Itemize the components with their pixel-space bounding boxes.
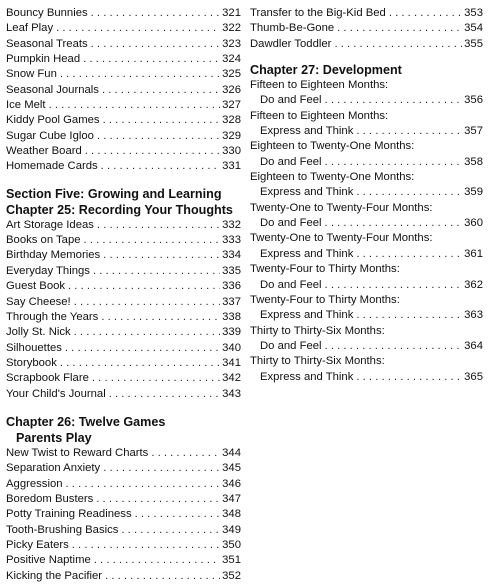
dot-leader [96, 492, 220, 507]
toc-entry-page-number: 335 [222, 264, 241, 277]
toc-entry-title: Thumb-Be-Gone [250, 22, 335, 35]
toc-entry[interactable] [6, 67, 241, 82]
toc-entry-page-number: 337 [222, 295, 241, 308]
toc-entry-page-number: 333 [222, 234, 241, 247]
age-range-heading: Thirty to Thirty-Six Months: [250, 324, 385, 337]
age-range-heading: Thirty to Thirty-Six Months: [250, 355, 385, 368]
toc-entry-page-number: 342 [222, 372, 241, 385]
dot-leader [101, 310, 220, 325]
age-range-heading: Twenty-Four to Thirty Months: [250, 263, 400, 276]
toc-entry-title: Sugar Cube Igloo [6, 129, 94, 142]
dot-leader [91, 37, 221, 52]
toc-entry[interactable] [6, 98, 241, 113]
toc-entry-title: Dawdler Toddler [250, 37, 332, 50]
dot-leader [325, 278, 463, 293]
toc-entry-page-number: 330 [222, 145, 241, 158]
toc-entry-title: Storybook [6, 356, 57, 369]
toc-entry-title: Homemade Cards [6, 160, 98, 173]
toc-entry-title: Snow Fun [6, 68, 57, 81]
toc-entry-page-number: 344 [222, 446, 241, 459]
toc-entry-page-number: 353 [464, 7, 483, 19]
toc-entry[interactable] [6, 218, 241, 233]
toc-entry[interactable] [6, 21, 241, 36]
toc-entry-page-number: 355 [464, 37, 483, 50]
toc-entry[interactable] [6, 113, 241, 128]
toc-entry-page-number: 324 [222, 53, 241, 66]
toc-entry-page-number: 350 [222, 538, 241, 551]
toc-entry-page-number: 334 [222, 249, 241, 262]
dot-leader [334, 37, 462, 52]
toc-entry-page-number: 361 [464, 247, 483, 260]
dot-leader [97, 218, 220, 233]
dot-leader [325, 216, 463, 231]
toc-entry-title: Boredom Busters [6, 492, 94, 505]
toc-entry[interactable] [6, 341, 241, 356]
chapter-25-list [6, 218, 241, 402]
dot-leader [92, 371, 220, 386]
age-range-heading: Eighteen to Twenty-One Months: [250, 140, 415, 153]
toc-entry-title: Weather Board [6, 145, 82, 158]
dot-leader [84, 233, 221, 248]
dot-leader [60, 67, 220, 82]
toc-entry-title: Bouncy Bunnies [6, 7, 88, 19]
toc-entry-title: Say Cheese! [6, 295, 71, 308]
toc-right-column [250, 6, 483, 385]
toc-entry-page-number: 332 [222, 218, 241, 231]
dot-leader [356, 185, 462, 200]
dot-leader [121, 523, 220, 538]
toc-entry[interactable] [6, 356, 241, 371]
dot-leader [135, 507, 221, 522]
toc-entry-title: Express and Think [260, 247, 354, 260]
toc-entry-page-number: 360 [464, 217, 483, 230]
dot-leader [356, 124, 462, 139]
toc-entry-page-number: 340 [222, 341, 241, 354]
toc-entry[interactable] [6, 52, 241, 67]
toc-entry-title: Scrapbook Flare [6, 372, 89, 385]
dot-leader [94, 553, 220, 568]
toc-entry-title: Leaf Play [6, 22, 54, 35]
toc-list-continued-right [250, 6, 483, 52]
toc-entry[interactable] [250, 93, 483, 108]
toc-entry[interactable] [250, 216, 483, 231]
toc-entry[interactable] [250, 278, 483, 293]
dot-leader [91, 6, 220, 21]
toc-entry-title: Express and Think [260, 186, 354, 199]
toc-entry[interactable] [6, 248, 241, 263]
toc-entry[interactable] [6, 492, 241, 507]
toc-entry-page-number: 359 [464, 186, 483, 199]
toc-entry-title: Through the Years [6, 310, 99, 323]
toc-entry-page-number: 331 [222, 160, 241, 173]
toc-entry-page-number: 326 [222, 83, 241, 96]
toc-entry-page-number: 336 [222, 280, 241, 293]
toc-entry-title: Ice Melt [6, 99, 46, 112]
toc-entry[interactable] [6, 387, 241, 402]
age-range-heading: Twenty-Four to Thirty Months: [250, 293, 400, 306]
dot-leader [105, 569, 220, 584]
toc-entry-page-number: 351 [222, 554, 241, 567]
dot-leader [151, 446, 220, 461]
toc-entry-page-number: 341 [222, 356, 241, 369]
toc-entry[interactable] [6, 446, 241, 461]
toc-entry[interactable] [6, 83, 241, 98]
toc-entry[interactable] [6, 325, 241, 340]
toc-entry-title: Your Child's Journal [6, 387, 106, 400]
toc-entry[interactable] [250, 21, 483, 36]
toc-entry[interactable] [6, 523, 241, 538]
dot-leader [325, 339, 463, 354]
toc-entry[interactable] [250, 6, 483, 21]
chapter-27-title: Chapter 27: Development [250, 63, 402, 78]
toc-entry-title: Do and Feel [260, 217, 322, 230]
dot-leader [389, 6, 462, 21]
toc-entry-page-number: 356 [464, 94, 483, 107]
toc-entry[interactable] [250, 308, 483, 323]
toc-entry[interactable] [250, 155, 483, 170]
dot-leader [60, 356, 220, 371]
dot-leader [109, 387, 220, 402]
toc-entry-title: Express and Think [260, 125, 354, 138]
toc-entry-page-number: 347 [222, 492, 241, 505]
toc-entry-title: Positive Naptime [6, 554, 91, 567]
toc-left-column [6, 6, 241, 584]
dot-leader [356, 370, 462, 385]
toc-entry-page-number: 352 [222, 569, 241, 582]
chapter-27-list [250, 78, 483, 385]
toc-entry-title: Pumpkin Head [6, 53, 81, 66]
toc-entry[interactable] [6, 233, 241, 248]
age-range-heading: Twenty-One to Twenty-Four Months: [250, 232, 433, 245]
toc-entry-title: Kiddy Pool Games [6, 114, 100, 127]
toc-entry-title: Seasonal Treats [6, 37, 88, 50]
toc-list-continued [6, 6, 241, 175]
toc-entry[interactable] [6, 371, 241, 386]
toc-entry[interactable] [6, 553, 241, 568]
toc-entry-page-number: 363 [464, 309, 483, 322]
age-range-heading: Fifteen to Eighteen Months: [250, 109, 389, 122]
dot-leader [101, 159, 220, 174]
toc-entry[interactable] [6, 310, 241, 325]
toc-entry[interactable] [6, 477, 241, 492]
toc-entry-title: Do and Feel [260, 155, 322, 168]
toc-entry-page-number: 339 [222, 326, 241, 339]
dot-leader [74, 325, 220, 340]
toc-entry-page-number: 349 [222, 523, 241, 536]
toc-entry-page-number: 343 [222, 387, 241, 400]
toc-entry-title: Express and Think [260, 309, 354, 322]
dot-leader [103, 461, 220, 476]
toc-entry-page-number: 362 [464, 278, 483, 291]
toc-entry-page-number: 338 [222, 310, 241, 323]
dot-leader [97, 129, 220, 144]
toc-entry-title: Art Storage Ideas [6, 218, 94, 231]
toc-entry-page-number: 325 [222, 68, 241, 81]
toc-entry-title: New Twist to Reward Charts [6, 446, 149, 459]
dot-leader [56, 21, 220, 36]
dot-leader [66, 477, 221, 492]
dot-leader [68, 279, 220, 294]
toc-entry-title: Picky Eaters [6, 538, 69, 551]
toc-entry[interactable] [6, 129, 241, 144]
age-range-heading: Eighteen to Twenty-One Months: [250, 171, 415, 184]
toc-entry-title: Aggression [6, 477, 63, 490]
toc-entry-page-number: 348 [222, 508, 241, 521]
toc-entry-title: Silhouettes [6, 341, 62, 354]
chapter-26-title: Chapter 26: Twelve Games [6, 414, 166, 429]
toc-entry-title: Everyday Things [6, 264, 90, 277]
toc-entry-title: Potty Training Readiness [6, 508, 132, 521]
toc-entry-title: Birthday Memories [6, 249, 101, 262]
toc-entry-title: Guest Book [6, 280, 66, 293]
age-range-heading: Fifteen to Eighteen Months: [250, 79, 389, 92]
toc-entry[interactable] [6, 295, 241, 310]
toc-entry-page-number: 328 [222, 114, 241, 127]
age-range-heading: Twenty-One to Twenty-Four Months: [250, 201, 433, 214]
dot-leader [325, 155, 463, 170]
toc-entry[interactable] [6, 159, 241, 174]
toc-entry-title: Do and Feel [260, 94, 322, 107]
toc-entry[interactable] [250, 247, 483, 262]
toc-entry-page-number: 322 [222, 22, 241, 35]
chapter-26-list [6, 446, 241, 584]
dot-leader [103, 248, 220, 263]
toc-entry[interactable] [6, 144, 241, 159]
dot-leader [325, 93, 463, 108]
toc-entry[interactable] [6, 37, 241, 52]
dot-leader [93, 264, 220, 279]
dot-leader [356, 247, 462, 262]
toc-entry-title: Kicking the Pacifier [6, 569, 103, 582]
toc-entry[interactable] [250, 339, 483, 354]
toc-entry-title: Express and Think [260, 370, 354, 383]
toc-entry[interactable] [6, 507, 241, 522]
dot-leader [74, 295, 220, 310]
toc-entry[interactable] [6, 264, 241, 279]
toc-entry-page-number: 321 [222, 7, 241, 19]
toc-entry-page-number: 365 [464, 370, 483, 383]
toc-entry[interactable] [250, 185, 483, 200]
dot-leader [49, 98, 221, 113]
toc-entry[interactable] [250, 37, 483, 52]
dot-leader [102, 83, 220, 98]
toc-entry-page-number: 354 [464, 22, 483, 35]
section-five-title: Section Five: Growing and Learning [6, 186, 222, 201]
toc-entry-title: Separation Anxiety [6, 462, 101, 475]
toc-entry[interactable] [250, 370, 483, 385]
toc-entry-page-number: 357 [464, 125, 483, 138]
toc-entry[interactable] [6, 461, 241, 476]
toc-entry-page-number: 345 [222, 462, 241, 475]
toc-entry-page-number: 358 [464, 155, 483, 168]
toc-entry-page-number: 327 [222, 99, 241, 112]
chapter-26-title-continued: Parents Play [16, 430, 92, 445]
toc-entry-title: Transfer to the Big-Kid Bed [250, 7, 386, 19]
toc-entry-page-number: 323 [222, 37, 241, 50]
toc-entry[interactable] [250, 124, 483, 139]
toc-entry-title: Tooth-Brushing Basics [6, 523, 119, 536]
toc-entry[interactable] [6, 569, 241, 584]
toc-entry[interactable] [6, 279, 241, 294]
toc-entry-title: Do and Feel [260, 339, 322, 352]
dot-leader [83, 52, 220, 67]
toc-entry-title: Do and Feel [260, 278, 322, 291]
dot-leader [85, 144, 220, 159]
dot-leader [72, 538, 220, 553]
toc-entry-page-number: 364 [464, 339, 483, 352]
toc-entry-page-number: 346 [222, 477, 241, 490]
toc-entry-title: Seasonal Journals [6, 83, 99, 96]
toc-entry-title: Jolly St. Nick [6, 326, 71, 339]
toc-entry[interactable] [6, 538, 241, 553]
dot-leader [65, 341, 220, 356]
dot-leader [103, 113, 221, 128]
toc-entry-title: Books on Tape [6, 234, 81, 247]
chapter-25-title: Chapter 25: Recording Your Thoughts [6, 202, 233, 217]
dot-leader [337, 21, 462, 36]
dot-leader [356, 308, 462, 323]
toc-entry[interactable] [6, 6, 241, 21]
toc-entry-page-number: 329 [222, 129, 241, 142]
